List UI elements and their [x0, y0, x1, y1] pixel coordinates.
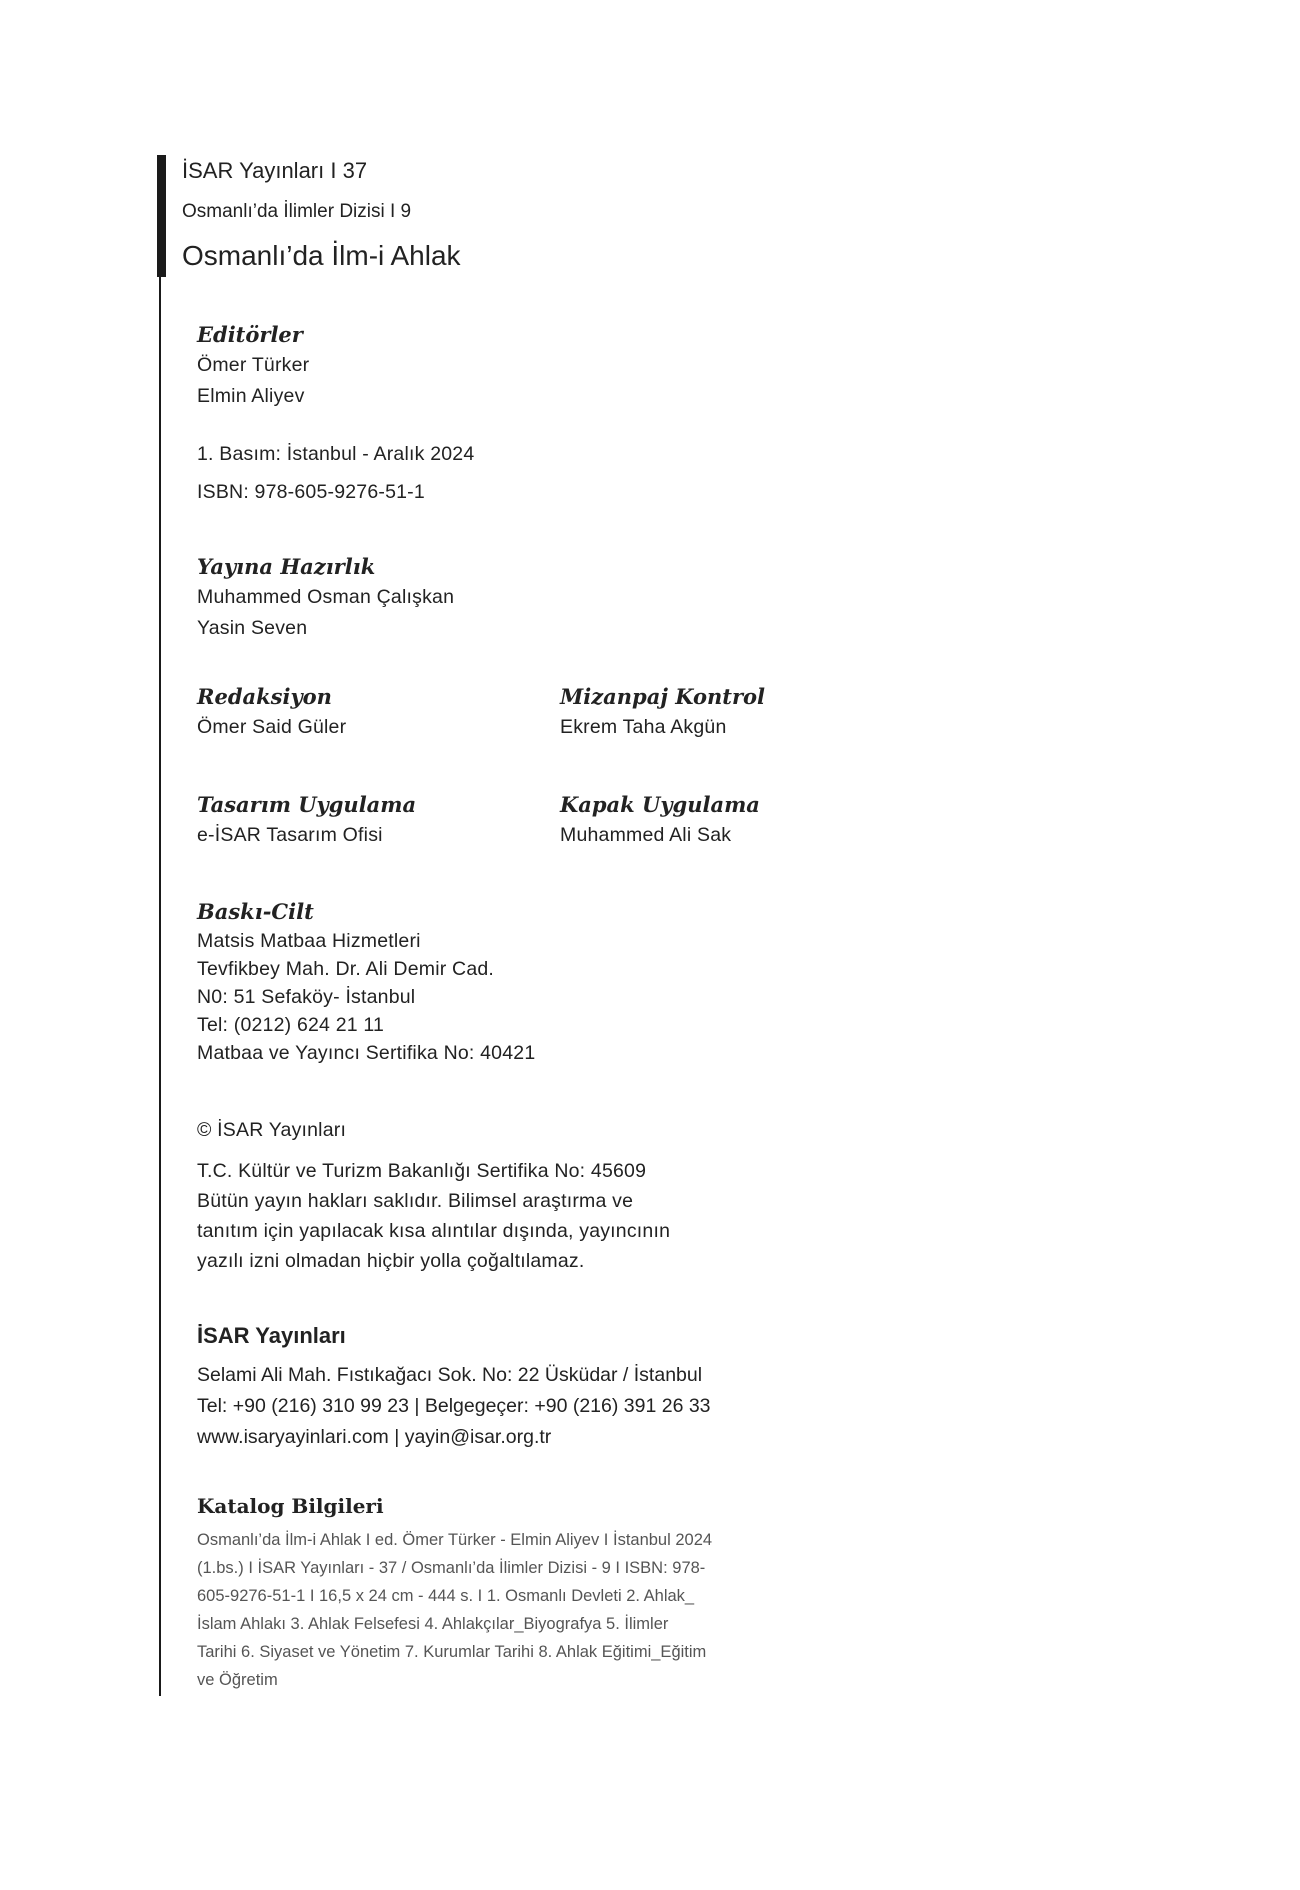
- printing-house-line: Tel: (0212) 624 21 11: [197, 1014, 385, 1036]
- cover-name: Muhammed Ali Sak: [560, 824, 732, 846]
- copyright-line: tanıtım için yapılacak kısa alıntılar dışında, yayıncının: [197, 1220, 671, 1242]
- cover-heading: Kapak Uygulama: [560, 792, 760, 817]
- book-title: Osmanlı’da İlm-i Ahlak: [182, 240, 461, 271]
- layout-control-heading: Mizanpaj Kontrol: [560, 684, 766, 709]
- catalog-line: Tarihi 6. Siyaset ve Yönetim 7. Kurumlar Tarihi 8. Ahlak Eğitimi_Eğitim: [197, 1643, 707, 1661]
- preparer-name: Yasin Seven: [197, 617, 308, 639]
- editor-name: Ömer Türker: [197, 354, 310, 376]
- design-heading: Tasarım Uygulama: [197, 792, 417, 817]
- editor-name: Elmin Aliyev: [197, 385, 305, 407]
- accent-bar-thin: [159, 155, 161, 1696]
- catalog-line: (1.bs.) I İSAR Yayınları - 37 / Osmanlı’da İlimler Dizisi - 9 I ISBN: 978-: [197, 1559, 706, 1577]
- printing-house-heading: Baskı-Cilt: [197, 899, 314, 924]
- printing-house-line: Tevfikbey Mah. Dr. Ali Demir Cad.: [197, 958, 495, 980]
- redaction-name: Ömer Said Güler: [197, 716, 347, 738]
- printing-house-line: N0: 51 Sefaköy- İstanbul: [197, 986, 416, 1008]
- printing-info: 1. Basım: İstanbul - Aralık 2024: [197, 443, 475, 465]
- preparer-name: Muhammed Osman Çalışkan: [197, 586, 455, 608]
- editors-heading: Editörler: [197, 322, 303, 347]
- catalog-line: Osmanlı’da İlm-i Ahlak I ed. Ömer Türker - Elmin Aliyev I İstanbul 2024: [197, 1531, 713, 1549]
- printing-house-line: Matbaa ve Yayıncı Sertifika No: 40421: [197, 1042, 536, 1064]
- sub-series: Osmanlı’da İlimler Dizisi I 9: [182, 201, 412, 222]
- publisher-web: www.isaryayinlari.com | yayin@isar.org.tr: [197, 1426, 552, 1448]
- publisher-phone: Tel: +90 (216) 310 99 23 | Belgegeçer: +90 (216) 391 26 33: [197, 1395, 711, 1417]
- design-name: e-İSAR Tasarım Ofisi: [197, 824, 383, 846]
- printing-house-line: Matsis Matbaa Hizmetleri: [197, 930, 421, 952]
- isbn: ISBN: 978-605-9276-51-1: [197, 481, 425, 503]
- copyright-line: T.C. Kültür ve Turizm Bakanlığı Sertifika No: 45609: [197, 1160, 647, 1182]
- catalog-text: [197, 1526, 792, 1694]
- preparation-heading: Yayına Hazırlık: [197, 554, 376, 579]
- copyright-line: Bütün yayın hakları saklıdır. Bilimsel araştırma ve: [197, 1190, 634, 1212]
- copyright-owner: © İSAR Yayınları: [197, 1119, 347, 1141]
- catalog-line: ve Öğretim: [197, 1671, 278, 1689]
- publisher-address: Selami Ali Mah. Fıstıkağacı Sok. No: 22 Üsküdar / İstanbul: [197, 1364, 703, 1386]
- catalog-heading: Katalog Bilgileri: [197, 1494, 384, 1518]
- publisher-name: İSAR Yayınları: [197, 1323, 346, 1348]
- catalog-line: 605-9276-51-1 I 16,5 x 24 cm - 444 s. I 1. Osmanlı Devleti 2. Ahlak_: [197, 1587, 695, 1605]
- redaction-heading: Redaksiyon: [197, 684, 332, 709]
- catalog-line: İslam Ahlakı 3. Ahlak Felsefesi 4. Ahlakçılar_Biyografya 5. İlimler: [197, 1615, 669, 1633]
- publisher-series: İSAR Yayınları I 37: [182, 158, 368, 183]
- copyright-line: yazılı izni olmadan hiçbir yolla çoğaltılamaz.: [197, 1250, 585, 1272]
- layout-control-name: Ekrem Taha Akgün: [560, 716, 727, 738]
